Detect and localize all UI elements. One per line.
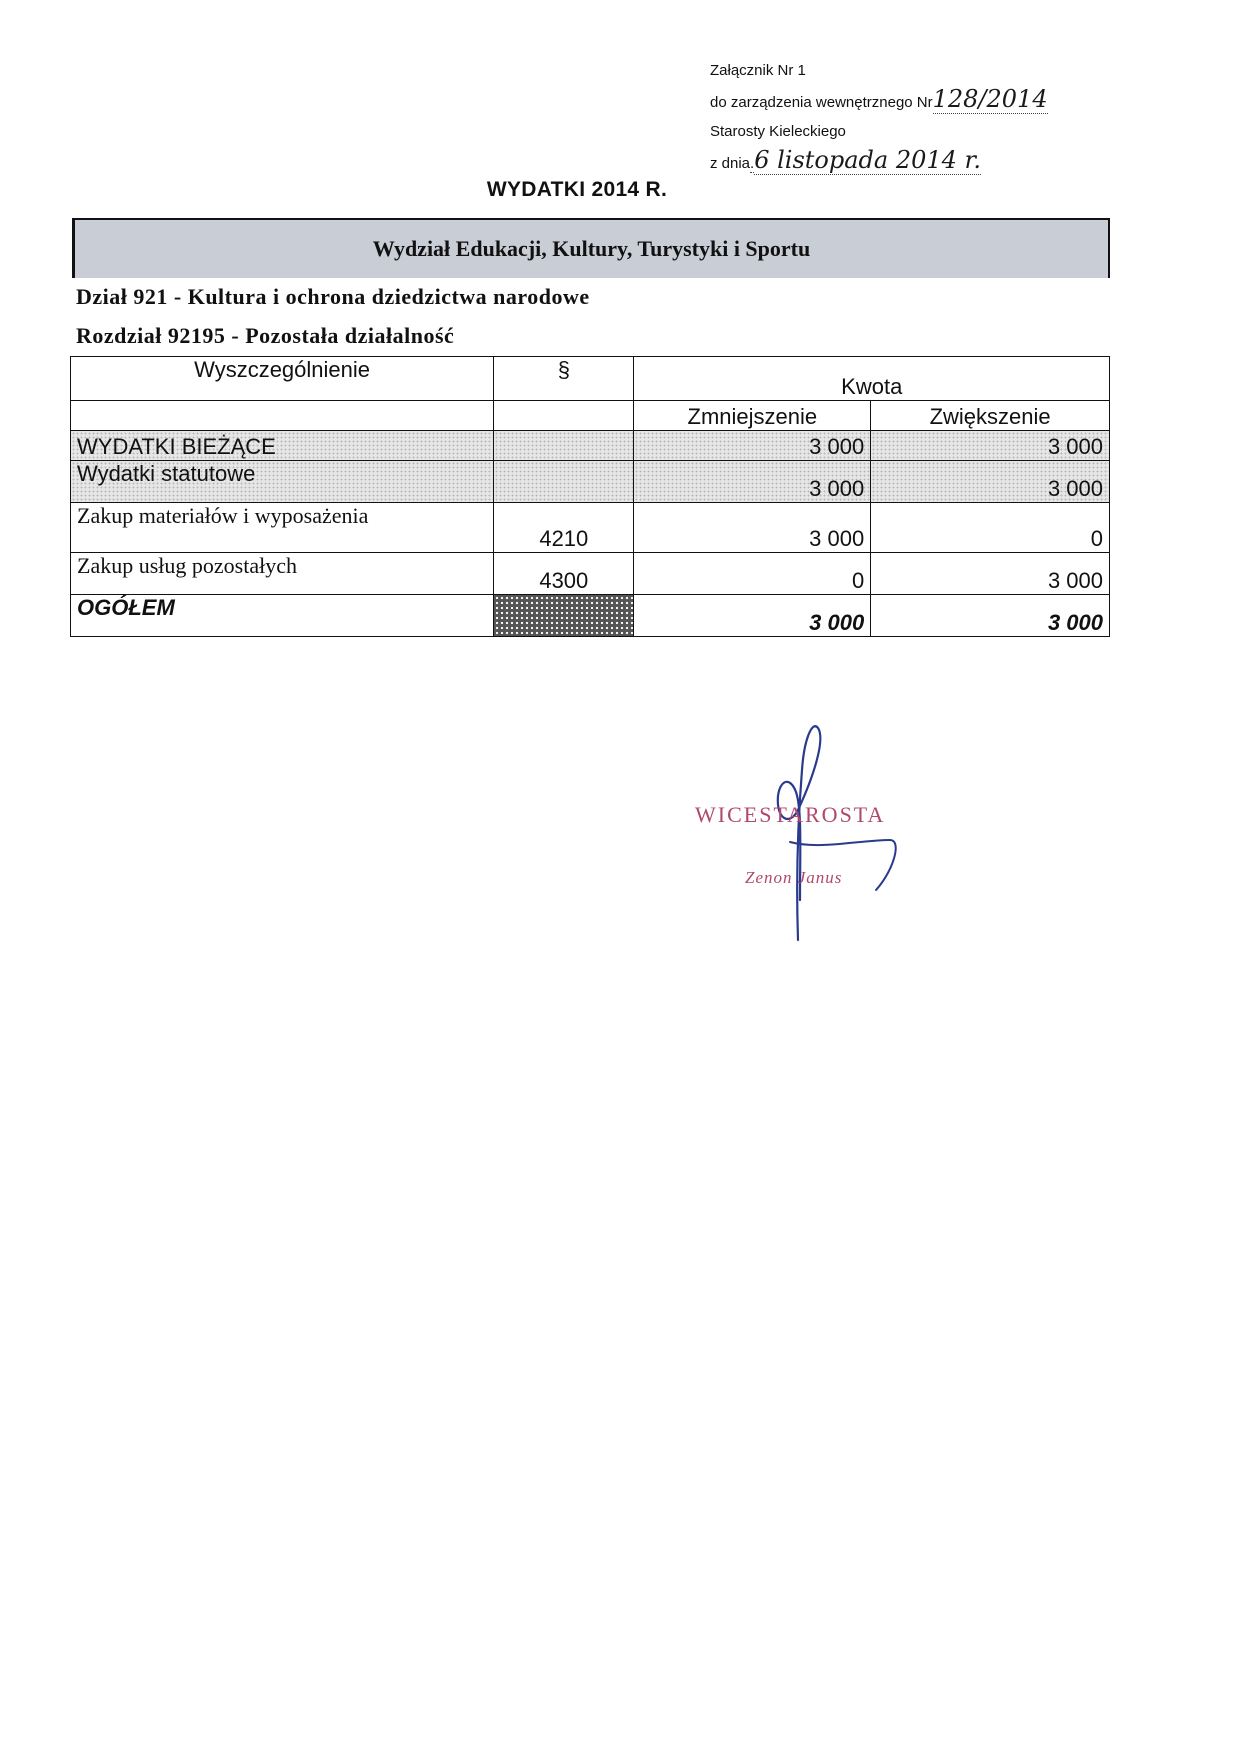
- table-row: [71, 553, 1110, 595]
- total-row: [71, 595, 1110, 637]
- row-desc: WYDATKI BIEŻĄCE: [71, 431, 494, 461]
- order-label: do zarządzenia wewnętrznego Nr: [710, 94, 933, 111]
- row-desc: Zakup materiałów i wyposażenia: [71, 503, 494, 553]
- row-increase: 3 000: [871, 461, 1110, 503]
- table-subheader-row: [71, 401, 1110, 431]
- date-value: 6 listopada 2014 r.: [754, 146, 982, 174]
- budget-table: [70, 356, 1110, 637]
- row-increase: 3 000: [871, 431, 1110, 461]
- row-paragraph: 4210: [494, 503, 634, 553]
- row-paragraph: [494, 461, 634, 503]
- dzial-heading: Dział 921 - Kultura i ochrona dziedzictwa narodowe: [76, 284, 590, 309]
- header-decrease: Zmniejszenie: [634, 401, 871, 431]
- row-decrease: 3 000: [634, 461, 871, 503]
- row-increase: 0: [871, 503, 1110, 553]
- stamp-title: WICESTAROSTA: [695, 802, 886, 827]
- date-label: z dnia: [710, 155, 751, 172]
- row-desc: Wydatki statutowe: [71, 461, 494, 503]
- issuer-label: Starosty Kieleckiego: [710, 123, 846, 140]
- header-paragraph: §: [494, 357, 634, 401]
- header-amount: Kwota: [634, 357, 1110, 401]
- date-line: z dnia.6 listopada 2014 r.: [710, 146, 982, 174]
- row-decrease: 3 000: [634, 431, 871, 461]
- table-row: [71, 431, 1110, 461]
- department-bar: [72, 218, 1110, 278]
- stamp-name: Zenon Janus: [745, 868, 843, 887]
- subheader-empty: [71, 401, 494, 431]
- row-increase: 3 000: [871, 553, 1110, 595]
- subheader-empty: [494, 401, 634, 431]
- total-increase: 3 000: [871, 595, 1110, 637]
- attachment-label: Załącznik Nr 1: [710, 62, 806, 79]
- row-decrease: 0: [634, 553, 871, 595]
- table-row: [71, 503, 1110, 553]
- attachment-header: [710, 56, 1048, 178]
- rozdzial-heading: Rozdział 92195 - Pozostała działalność: [76, 323, 455, 348]
- table-row: [71, 461, 1110, 503]
- order-number: 128/2014: [932, 85, 1048, 113]
- total-paragraph-blocked: [494, 595, 634, 637]
- document-title: WYDATKI 2014 R.: [486, 178, 668, 201]
- table-header-row: [71, 357, 1110, 401]
- header-increase: Zwiększenie: [871, 401, 1110, 431]
- row-paragraph: [494, 431, 634, 461]
- row-paragraph: 4300: [494, 553, 634, 595]
- total-label: OGÓŁEM: [71, 595, 494, 637]
- department-name: Wydział Edukacji, Kultury, Turystyki i Sportu: [372, 236, 811, 261]
- order-line: [710, 85, 1048, 117]
- header-desc: Wyszczególnienie: [71, 357, 494, 401]
- row-desc: Zakup usług pozostałych: [71, 553, 494, 595]
- total-decrease: 3 000: [634, 595, 871, 637]
- row-decrease: 3 000: [634, 503, 871, 553]
